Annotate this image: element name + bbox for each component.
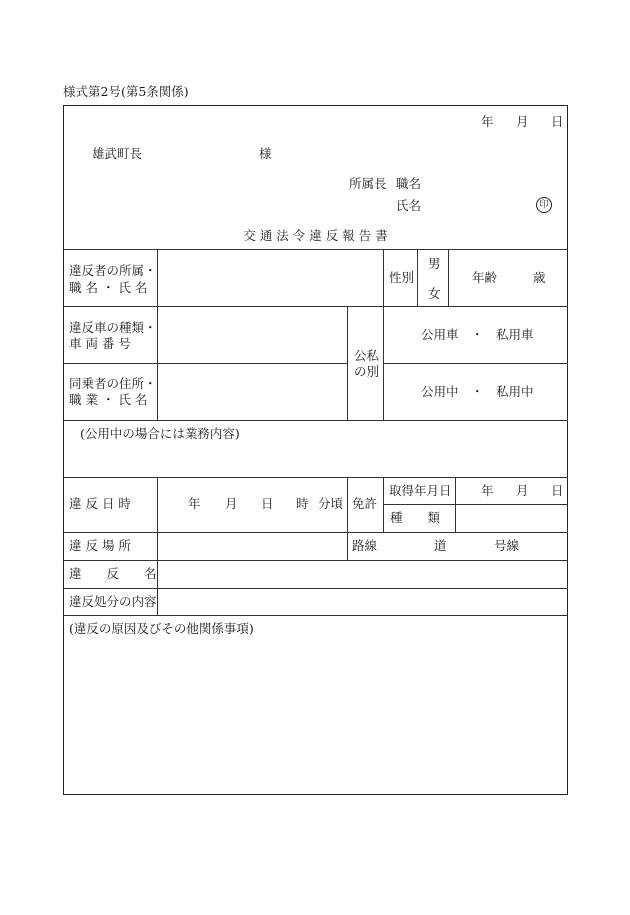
office-head-label: 所属長	[349, 176, 387, 191]
violation-minute: 分頃	[318, 496, 344, 511]
acquired-day: 日	[551, 483, 564, 498]
line-v-448	[448, 249, 449, 306]
violation-month: 月	[225, 496, 238, 511]
line-v-347-bottom	[347, 477, 348, 560]
acquired-year: 年	[481, 483, 494, 498]
vehicle-label-1: 違反車の種類・	[69, 320, 157, 335]
duty-choice: 公用中 ・ 私用中	[421, 384, 534, 399]
passenger-label-1: 同乗者の住所・	[69, 376, 157, 391]
violation-year: 年	[188, 496, 201, 511]
license-label: 免許	[352, 496, 378, 511]
sex-label: 性別	[389, 270, 415, 285]
honorific: 様	[259, 146, 272, 161]
business-note: (公用中の場合には業務内容)	[80, 426, 240, 441]
acquired-label: 取得年月日	[389, 483, 452, 498]
line-h4	[63, 420, 568, 421]
seal-mark: 印	[536, 197, 552, 213]
disposition-label: 違反処分の内容	[69, 594, 157, 609]
route-label: 路線	[352, 538, 378, 553]
line-v-label-col-lower	[157, 477, 158, 615]
form-frame	[63, 105, 568, 795]
line-h7	[63, 560, 568, 561]
line-h8	[63, 588, 568, 589]
line-h3b	[383, 363, 568, 364]
header-month: 月	[516, 114, 529, 129]
addressee: 雄武町長	[92, 146, 143, 161]
sex-male: 男	[428, 256, 441, 271]
header-year: 年	[481, 114, 494, 129]
sex-female: 女	[428, 286, 441, 301]
vehicle-choice: 公用車 ・ 私用車	[421, 327, 534, 342]
acquired-month: 月	[516, 483, 529, 498]
age-label: 年齢	[472, 270, 498, 285]
line-v-417	[417, 249, 418, 306]
line-h3a	[63, 363, 347, 364]
line-v-label-col	[157, 249, 158, 420]
license-kind-label: 種 類	[390, 510, 441, 525]
violation-day: 日	[261, 496, 274, 511]
place-label: 違 反 場 所	[69, 538, 131, 553]
line-h5-split	[383, 504, 568, 505]
violation-hour: 時	[296, 496, 309, 511]
document-title: 交 通 法 令 違 反 報 告 書	[243, 228, 388, 243]
line-h6	[63, 532, 568, 533]
job-title-label: 職名	[396, 176, 422, 191]
line-h1	[63, 249, 568, 250]
line-v-383-top	[383, 249, 384, 420]
line-v-347-top	[347, 306, 348, 420]
name-label: 氏名	[396, 198, 422, 213]
route-number-label: 号線	[494, 538, 520, 553]
cause-note: (違反の原因及びその他関係事項)	[69, 621, 254, 636]
prefecture-label: 道	[434, 538, 447, 553]
age-unit: 歳	[533, 270, 546, 285]
violator-label-1: 違反者の所属・	[69, 263, 157, 278]
line-h5	[63, 477, 568, 478]
header-day: 日	[551, 114, 564, 129]
passenger-label-2: 職 業 ・ 氏 名	[69, 392, 148, 407]
line-h2	[63, 306, 568, 307]
public-private-label-1: 公私	[354, 348, 380, 363]
form-label: 様式第2号(第5条関係)	[63, 84, 189, 99]
line-v-455	[455, 477, 456, 532]
violation-name-label: 違 反 名	[69, 566, 157, 581]
violator-label-2: 職 名 ・ 氏 名	[69, 280, 148, 295]
datetime-label: 違 反 日 時	[69, 496, 131, 511]
line-h9	[63, 615, 568, 616]
public-private-label-2: の別	[354, 364, 380, 379]
line-v-383-mid	[383, 477, 384, 532]
vehicle-label-2: 車 両 番 号	[69, 336, 131, 351]
